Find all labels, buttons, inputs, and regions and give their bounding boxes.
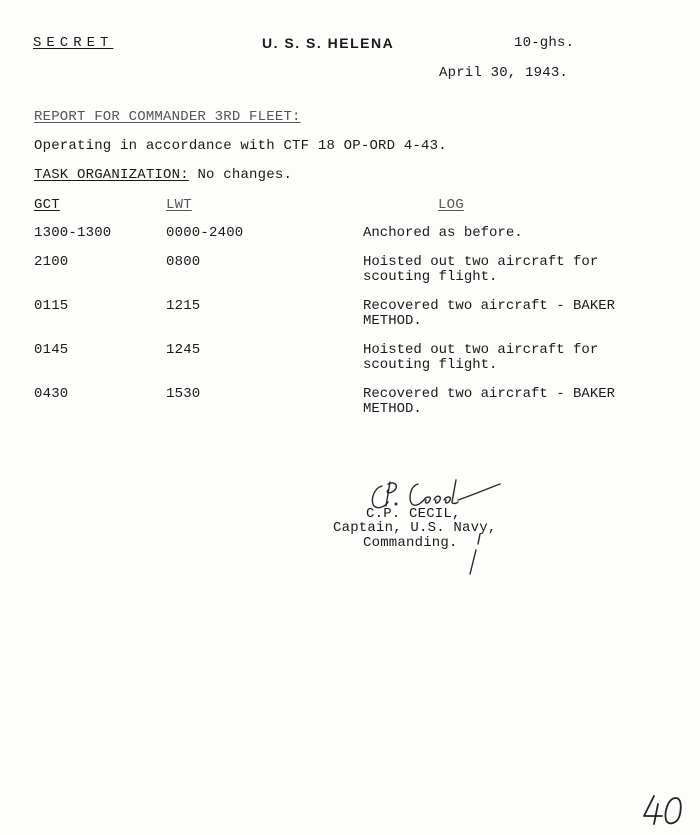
row-gct: 2100: [34, 254, 69, 270]
row-lwt: 1245: [166, 342, 201, 358]
task-organization-line: [34, 168, 292, 183]
row-log-entry: Hoisted out two aircraft for scouting flight.: [363, 342, 599, 373]
row-lwt: 1215: [166, 298, 201, 314]
column-header-gct: GCT: [34, 197, 60, 213]
row-log-entry: Recovered two aircraft - BAKER METHOD.: [363, 386, 616, 417]
task-organization-value: No changes.: [197, 167, 293, 183]
task-organization-label: TASK ORGANIZATION:: [34, 167, 189, 183]
column-header-lwt: LWT: [166, 197, 192, 213]
row-lwt: 0000-2400: [166, 225, 244, 241]
row-lwt: 1530: [166, 386, 201, 402]
signatory-role: Commanding.: [363, 535, 458, 551]
operating-statement: Operating in accordance with CTF 18 OP-ORD 4-43.: [34, 138, 447, 154]
reference-code: 10-ghs.: [514, 35, 575, 51]
row-log-entry: Recovered two aircraft - BAKER METHOD.: [363, 298, 616, 329]
signatory-rank: Captain, U.S. Navy,: [333, 520, 497, 536]
row-gct: 1300-1300: [34, 225, 112, 241]
page-number: [640, 790, 690, 830]
row-log-entry: Anchored as before.: [363, 225, 523, 241]
report-date: April 30, 1943.: [439, 65, 569, 81]
row-gct: 0115: [34, 298, 69, 314]
classification-marking: SECRET: [33, 35, 114, 51]
column-header-log: LOG: [438, 197, 464, 213]
ship-name: U. S. S. HELENA: [262, 35, 395, 51]
row-gct: 0430: [34, 386, 69, 402]
signatory-name: C.P. CECIL,: [366, 506, 461, 522]
row-lwt: 0800: [166, 254, 201, 270]
row-gct: 0145: [34, 342, 69, 358]
report-heading: REPORT FOR COMMANDER 3RD FLEET:: [34, 109, 301, 125]
row-log-entry: Hoisted out two aircraft for scouting flight.: [363, 254, 599, 285]
